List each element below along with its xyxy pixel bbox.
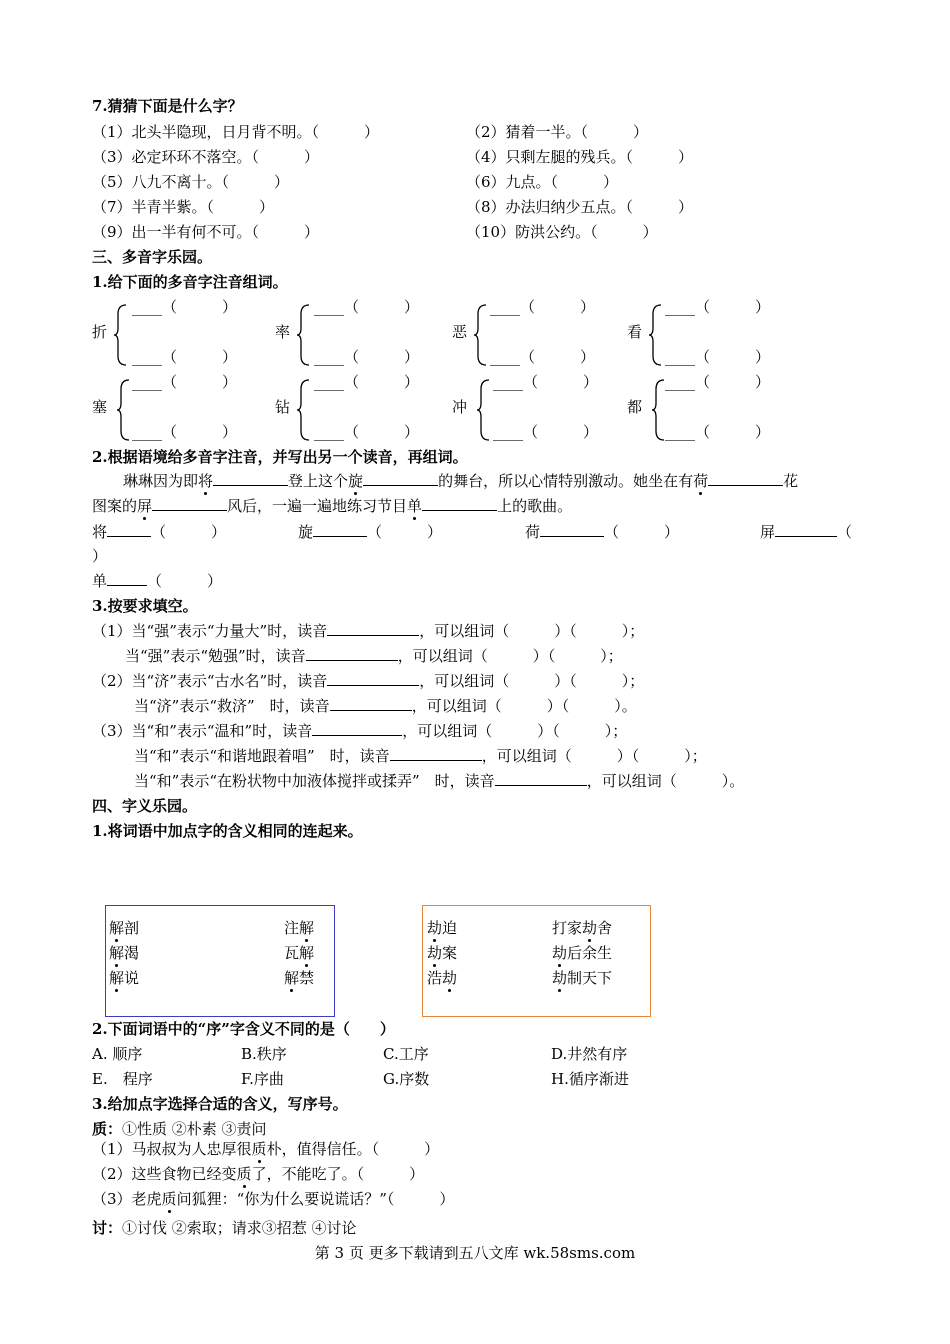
pinyin-blank[interactable] (327, 621, 419, 636)
answer-ping-close: ） (92, 547, 108, 565)
q3-line-6: 当“和”表示“和谐地跟着唱” 时，读音 ，可以组词（ ）（ ）； (134, 747, 707, 765)
q3-line-3: （2）当“济”表示“古水名”时，读音 ，可以组词（ ）（ ）； (92, 672, 645, 690)
match-item[interactable]: 瓦解 (284, 944, 315, 962)
pinyin-blank[interactable] (775, 522, 837, 537)
q3-line-2: 当“强”表示“勉强”时，读音 ，可以组词（ ）（ ）； (125, 647, 623, 665)
section-3-title: 三、多音字乐园。 (92, 248, 213, 266)
answer-slot[interactable]: ____（ ） (665, 348, 771, 366)
option-g[interactable]: G.序数 (383, 1070, 430, 1088)
q3-line-7: 当“和”表示“在粉状物中加液体搅拌或揉弄” 时，读音 ，可以组词（ ）。 (134, 772, 745, 790)
brace-icon (476, 379, 490, 441)
pinyin-blank[interactable] (327, 671, 419, 686)
answer-xuan: 旋 （ ） (298, 523, 443, 541)
answer-he: 荷 （ ） (525, 523, 680, 541)
answer-slot[interactable]: ____（ ） (665, 298, 771, 316)
answer-ping: 屏 （ (760, 523, 853, 541)
answer-slot[interactable]: ____（ ） (493, 423, 599, 441)
q7-item-5: （5）八九不离十。（ ） (92, 173, 290, 191)
answer-slot[interactable]: ____（ ） (314, 373, 420, 391)
q7-item-7: （7）半青半紫。（ ） (92, 198, 275, 216)
answer-slot[interactable]: ____（ ） (314, 348, 420, 366)
q3-line-1: （1）当“强”表示“力量大”时，读音 ，可以组词（ ）（ ）； (92, 622, 645, 640)
q7-item-2: （2）猜着一半。（ ） (466, 123, 649, 141)
sec4-q1-title: 1.将词语中加点字的含义相同的连起来。 (92, 822, 363, 840)
pinyin-blank[interactable] (330, 696, 412, 711)
answer-slot[interactable]: ____（ ） (132, 373, 238, 391)
zhi-meanings: 质：①性质 ②朴素 ③责问 (92, 1120, 267, 1138)
q7-item-4: （4）只剩左腿的残兵。（ ） (466, 148, 694, 166)
option-e[interactable]: E. 程序 (92, 1070, 153, 1088)
answer-dan: 单 （ ） (92, 572, 223, 590)
answer-slot[interactable]: ____（ ） (665, 373, 771, 391)
pinyin-blank[interactable] (390, 746, 482, 761)
pinyin-blank[interactable] (306, 646, 398, 661)
option-h[interactable]: H.循序渐进 (551, 1070, 629, 1088)
pinyin-blank[interactable] (422, 496, 497, 511)
option-b[interactable]: B.秩序 (241, 1045, 287, 1063)
sec3-q1-title: 1.给下面的多音字注音组词。 (92, 273, 288, 291)
brace-icon (651, 379, 665, 441)
polyphone-char: 冲 (452, 398, 468, 416)
answer-slot[interactable]: ____（ ） (132, 298, 238, 316)
answer-slot[interactable]: ____（ ） (490, 348, 596, 366)
pinyin-blank[interactable] (213, 471, 288, 486)
sec3-q2-title: 2.根据语境给多音字注音，并写出另一个读音，再组词。 (92, 448, 468, 466)
match-item[interactable]: 解说 (109, 969, 140, 987)
brace-icon (296, 304, 310, 366)
page-footer: 第 3 页 更多下载请到五八文库 wk.58sms.com (314, 1244, 636, 1262)
answer-slot[interactable]: ____（ ） (665, 423, 771, 441)
pinyin-blank[interactable] (152, 496, 227, 511)
brace-icon (473, 304, 487, 366)
polyphone-char: 都 (627, 398, 643, 416)
zhi-item-2: （2）这些食物已经变质了，不能吃了。（ ） (92, 1165, 425, 1183)
polyphone-char: 恶 (452, 323, 468, 341)
polyphone-char: 塞 (92, 398, 108, 416)
pinyin-blank[interactable] (540, 522, 604, 537)
match-item[interactable]: 劫案 (427, 944, 458, 962)
match-item[interactable]: 劫后余生 (552, 944, 613, 962)
answer-slot[interactable]: ____（ ） (493, 373, 599, 391)
brace-icon (116, 379, 130, 441)
match-item[interactable]: 劫迫 (427, 919, 458, 937)
sec4-q3-title: 3.给加点字选择合适的含义，写序号。 (92, 1095, 348, 1113)
section-4-title: 四、字义乐园。 (92, 797, 198, 815)
sec4-q2-title: 2.下面词语中的“序”字含义不同的是（ ） (92, 1020, 395, 1038)
polyphone-char: 看 (627, 323, 643, 341)
q7-item-8: （8）办法归纳少五点。（ ） (466, 198, 694, 216)
pinyin-blank[interactable] (313, 522, 367, 537)
q3-line-5: （3）当“和”表示“温和”时，读音 ，可以组词（ ）（ ）； (92, 722, 628, 740)
brace-icon (648, 304, 662, 366)
match-item[interactable]: 解禁 (284, 969, 315, 987)
tao-meanings: 讨：①讨伐 ②索取；请求③招惹 ④讨论 (92, 1219, 357, 1237)
answer-slot[interactable]: ____（ ） (132, 348, 238, 366)
option-a[interactable]: A. 顺序 (92, 1045, 143, 1063)
answer-slot[interactable]: ____（ ） (314, 298, 420, 316)
answer-slot[interactable]: ____（ ） (132, 423, 238, 441)
polyphone-char: 率 (275, 323, 291, 341)
q7-item-3: （3）必定环环不落空。（ ） (92, 148, 320, 166)
option-f[interactable]: F.序曲 (241, 1070, 284, 1088)
pinyin-blank[interactable] (107, 571, 147, 586)
q3-line-4: 当“济”表示“救济” 时，读音 ，可以组词（ ）（ ）。 (134, 697, 637, 715)
passage-line-1: 琳琳因为即将 登上这个旋 的舞台，所以心情特别激动。她坐在有荷 花 (123, 472, 799, 490)
match-item[interactable]: 解剖 (109, 919, 140, 937)
zhi-item-3: （3）老虎质问狐狸：“你为什么要说谎话？”（ ） (92, 1190, 455, 1208)
answer-slot[interactable]: ____（ ） (490, 298, 596, 316)
answer-slot[interactable]: ____（ ） (314, 423, 420, 441)
zhi-item-1: （1）马叔叔为人忠厚很质朴，值得信任。（ ） (92, 1140, 440, 1158)
pinyin-blank[interactable] (495, 771, 587, 786)
q7-title: 7.猜猜下面是什么字？ (92, 97, 243, 115)
brace-icon (113, 304, 127, 366)
option-d[interactable]: D.井然有序 (551, 1045, 628, 1063)
match-item[interactable]: 注解 (284, 919, 315, 937)
pinyin-blank[interactable] (363, 471, 438, 486)
match-item[interactable]: 浩劫 (427, 969, 458, 987)
q7-item-10: （10）防洪公约。（ ） (466, 223, 658, 241)
answer-jiang: 将 （ ） (92, 523, 227, 541)
polyphone-char: 折 (92, 323, 108, 341)
polyphone-char: 钻 (275, 398, 291, 416)
pinyin-blank[interactable] (107, 522, 151, 537)
passage-line-2: 图案的屏 风后，一遍一遍地练习节目单 上的歌曲。 (92, 497, 573, 515)
pinyin-blank[interactable] (708, 471, 783, 486)
option-c[interactable]: C.工序 (383, 1045, 429, 1063)
pinyin-blank[interactable] (312, 721, 402, 736)
q7-item-1: （1）北头半隐现，日月背不明。（ ） (92, 123, 380, 141)
brace-icon (296, 379, 310, 441)
match-item[interactable]: 劫制天下 (552, 969, 613, 987)
q7-item-9: （9）出一半有何不可。（ ） (92, 223, 320, 241)
q7-item-6: （6）九点。（ ） (466, 173, 619, 191)
sec3-q3-title: 3.按要求填空。 (92, 597, 198, 615)
match-item[interactable]: 打家劫舍 (552, 919, 613, 937)
match-item[interactable]: 解渴 (109, 944, 140, 962)
